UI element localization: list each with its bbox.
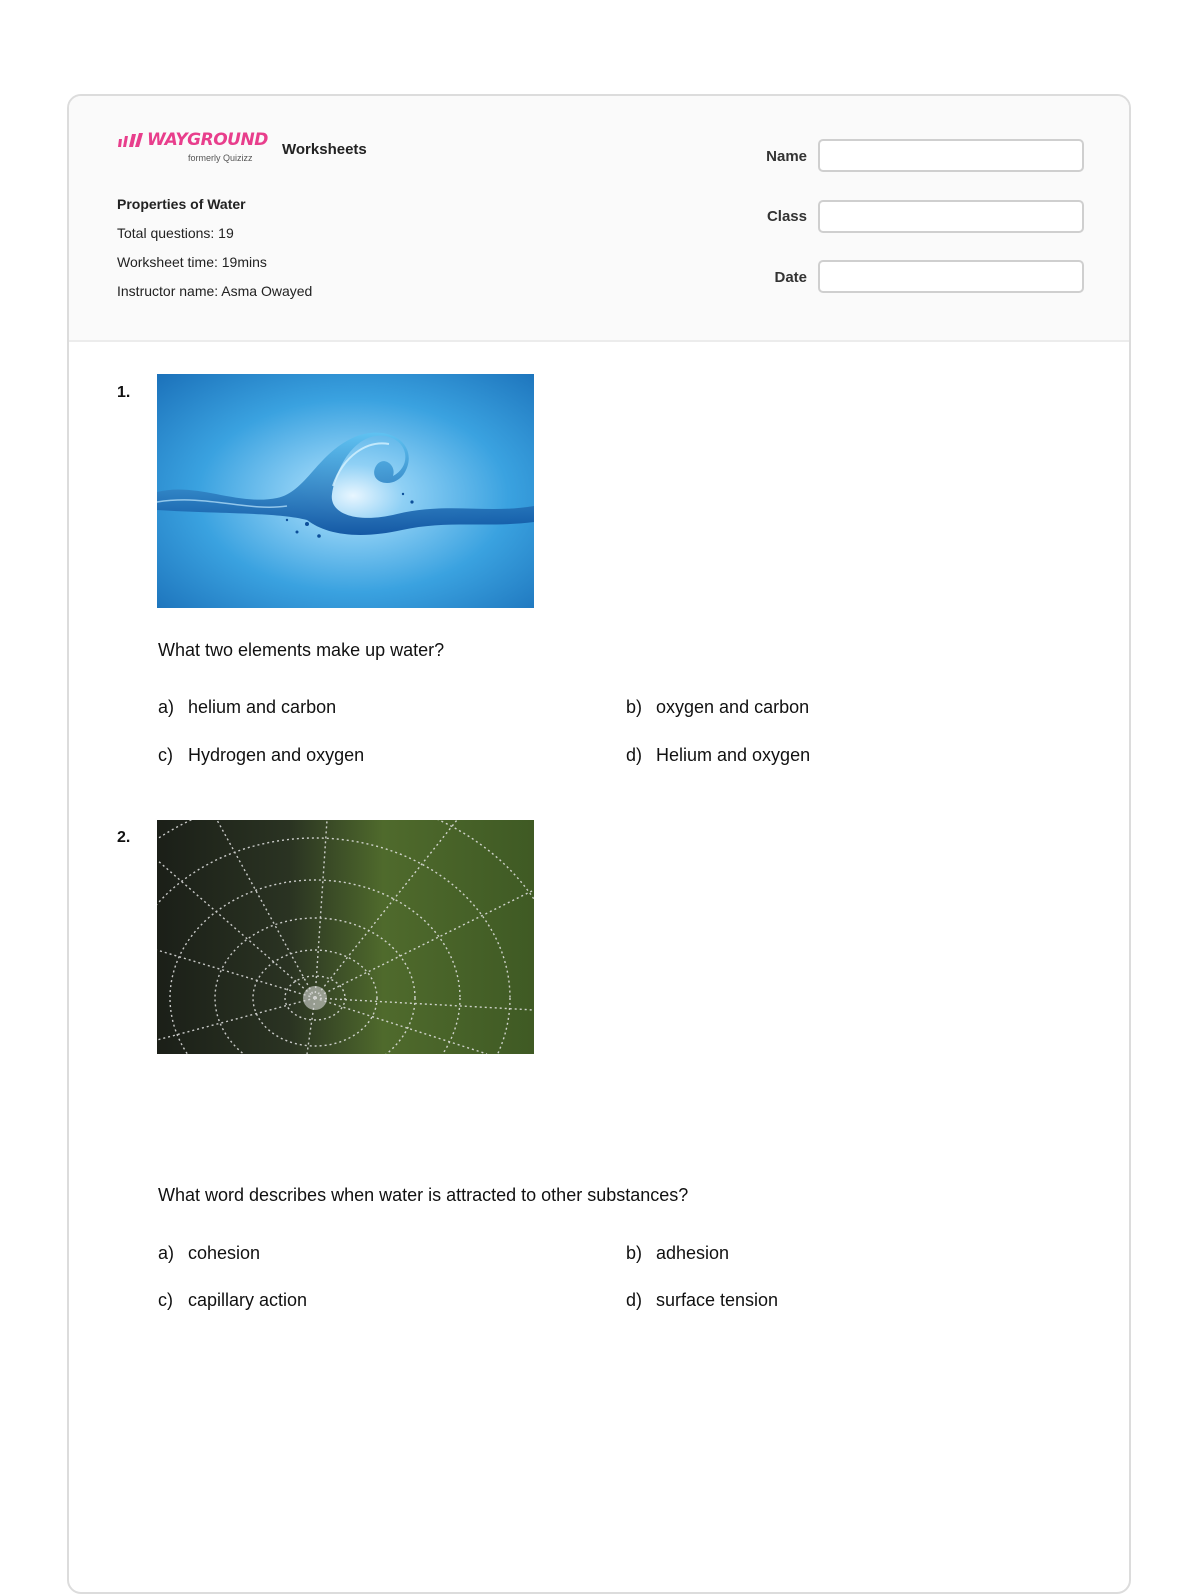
total-questions: Total questions: 19	[117, 225, 234, 241]
class-field[interactable]	[818, 200, 1084, 233]
dewy-spider-web-image	[157, 820, 534, 1054]
water-wave-image	[157, 374, 534, 608]
option-label: helium and carbon	[188, 697, 337, 717]
option-letter: d)	[626, 1290, 643, 1310]
name-label: Name	[766, 148, 807, 165]
option-b[interactable]	[626, 1243, 729, 1264]
question-text: What word describes when water is attracted to other substances?	[158, 1185, 689, 1205]
instructor-name: Instructor name: Asma Owayed	[117, 283, 313, 299]
option-label: surface tension	[656, 1290, 779, 1310]
logo-subtext: formerly Quizizz	[188, 153, 253, 163]
question-number: 2.	[117, 829, 131, 846]
worksheet-title: Properties of Water	[117, 196, 246, 212]
option-letter: c)	[158, 745, 173, 765]
option-letter: b)	[626, 697, 643, 717]
name-field[interactable]	[818, 139, 1084, 172]
date-label: Date	[774, 269, 807, 286]
logo-wordmark: WAYGROUND	[147, 130, 268, 150]
option-c[interactable]	[158, 1290, 307, 1311]
option-label: capillary action	[188, 1290, 308, 1310]
option-letter: a)	[158, 697, 175, 717]
option-letter: a)	[158, 1243, 175, 1263]
date-field[interactable]	[818, 260, 1084, 293]
worksheet-header	[69, 96, 1129, 342]
option-label: Helium and oxygen	[656, 745, 811, 765]
option-letter: c)	[158, 1290, 173, 1310]
class-label: Class	[766, 208, 807, 225]
logo-mark-icon	[117, 133, 145, 149]
worksheet-time: Worksheet time: 19mins	[117, 254, 267, 270]
option-letter: d)	[626, 745, 643, 765]
question-number: 1.	[117, 384, 131, 401]
worksheet-card	[67, 94, 1131, 1594]
option-label: Hydrogen and oxygen	[188, 745, 365, 765]
option-d[interactable]	[626, 1290, 778, 1311]
option-c[interactable]	[158, 745, 364, 766]
option-letter: b)	[626, 1243, 643, 1263]
app-name: Worksheets	[282, 141, 367, 158]
option-label: cohesion	[188, 1243, 261, 1263]
option-label: oxygen and carbon	[656, 697, 810, 717]
option-d[interactable]	[626, 745, 810, 766]
worksheet-meta	[117, 194, 312, 310]
question-text: What two elements make up water?	[158, 640, 445, 660]
option-a[interactable]	[158, 697, 336, 718]
option-a[interactable]	[158, 1243, 260, 1264]
option-label: adhesion	[656, 1243, 730, 1263]
option-b[interactable]	[626, 697, 809, 718]
